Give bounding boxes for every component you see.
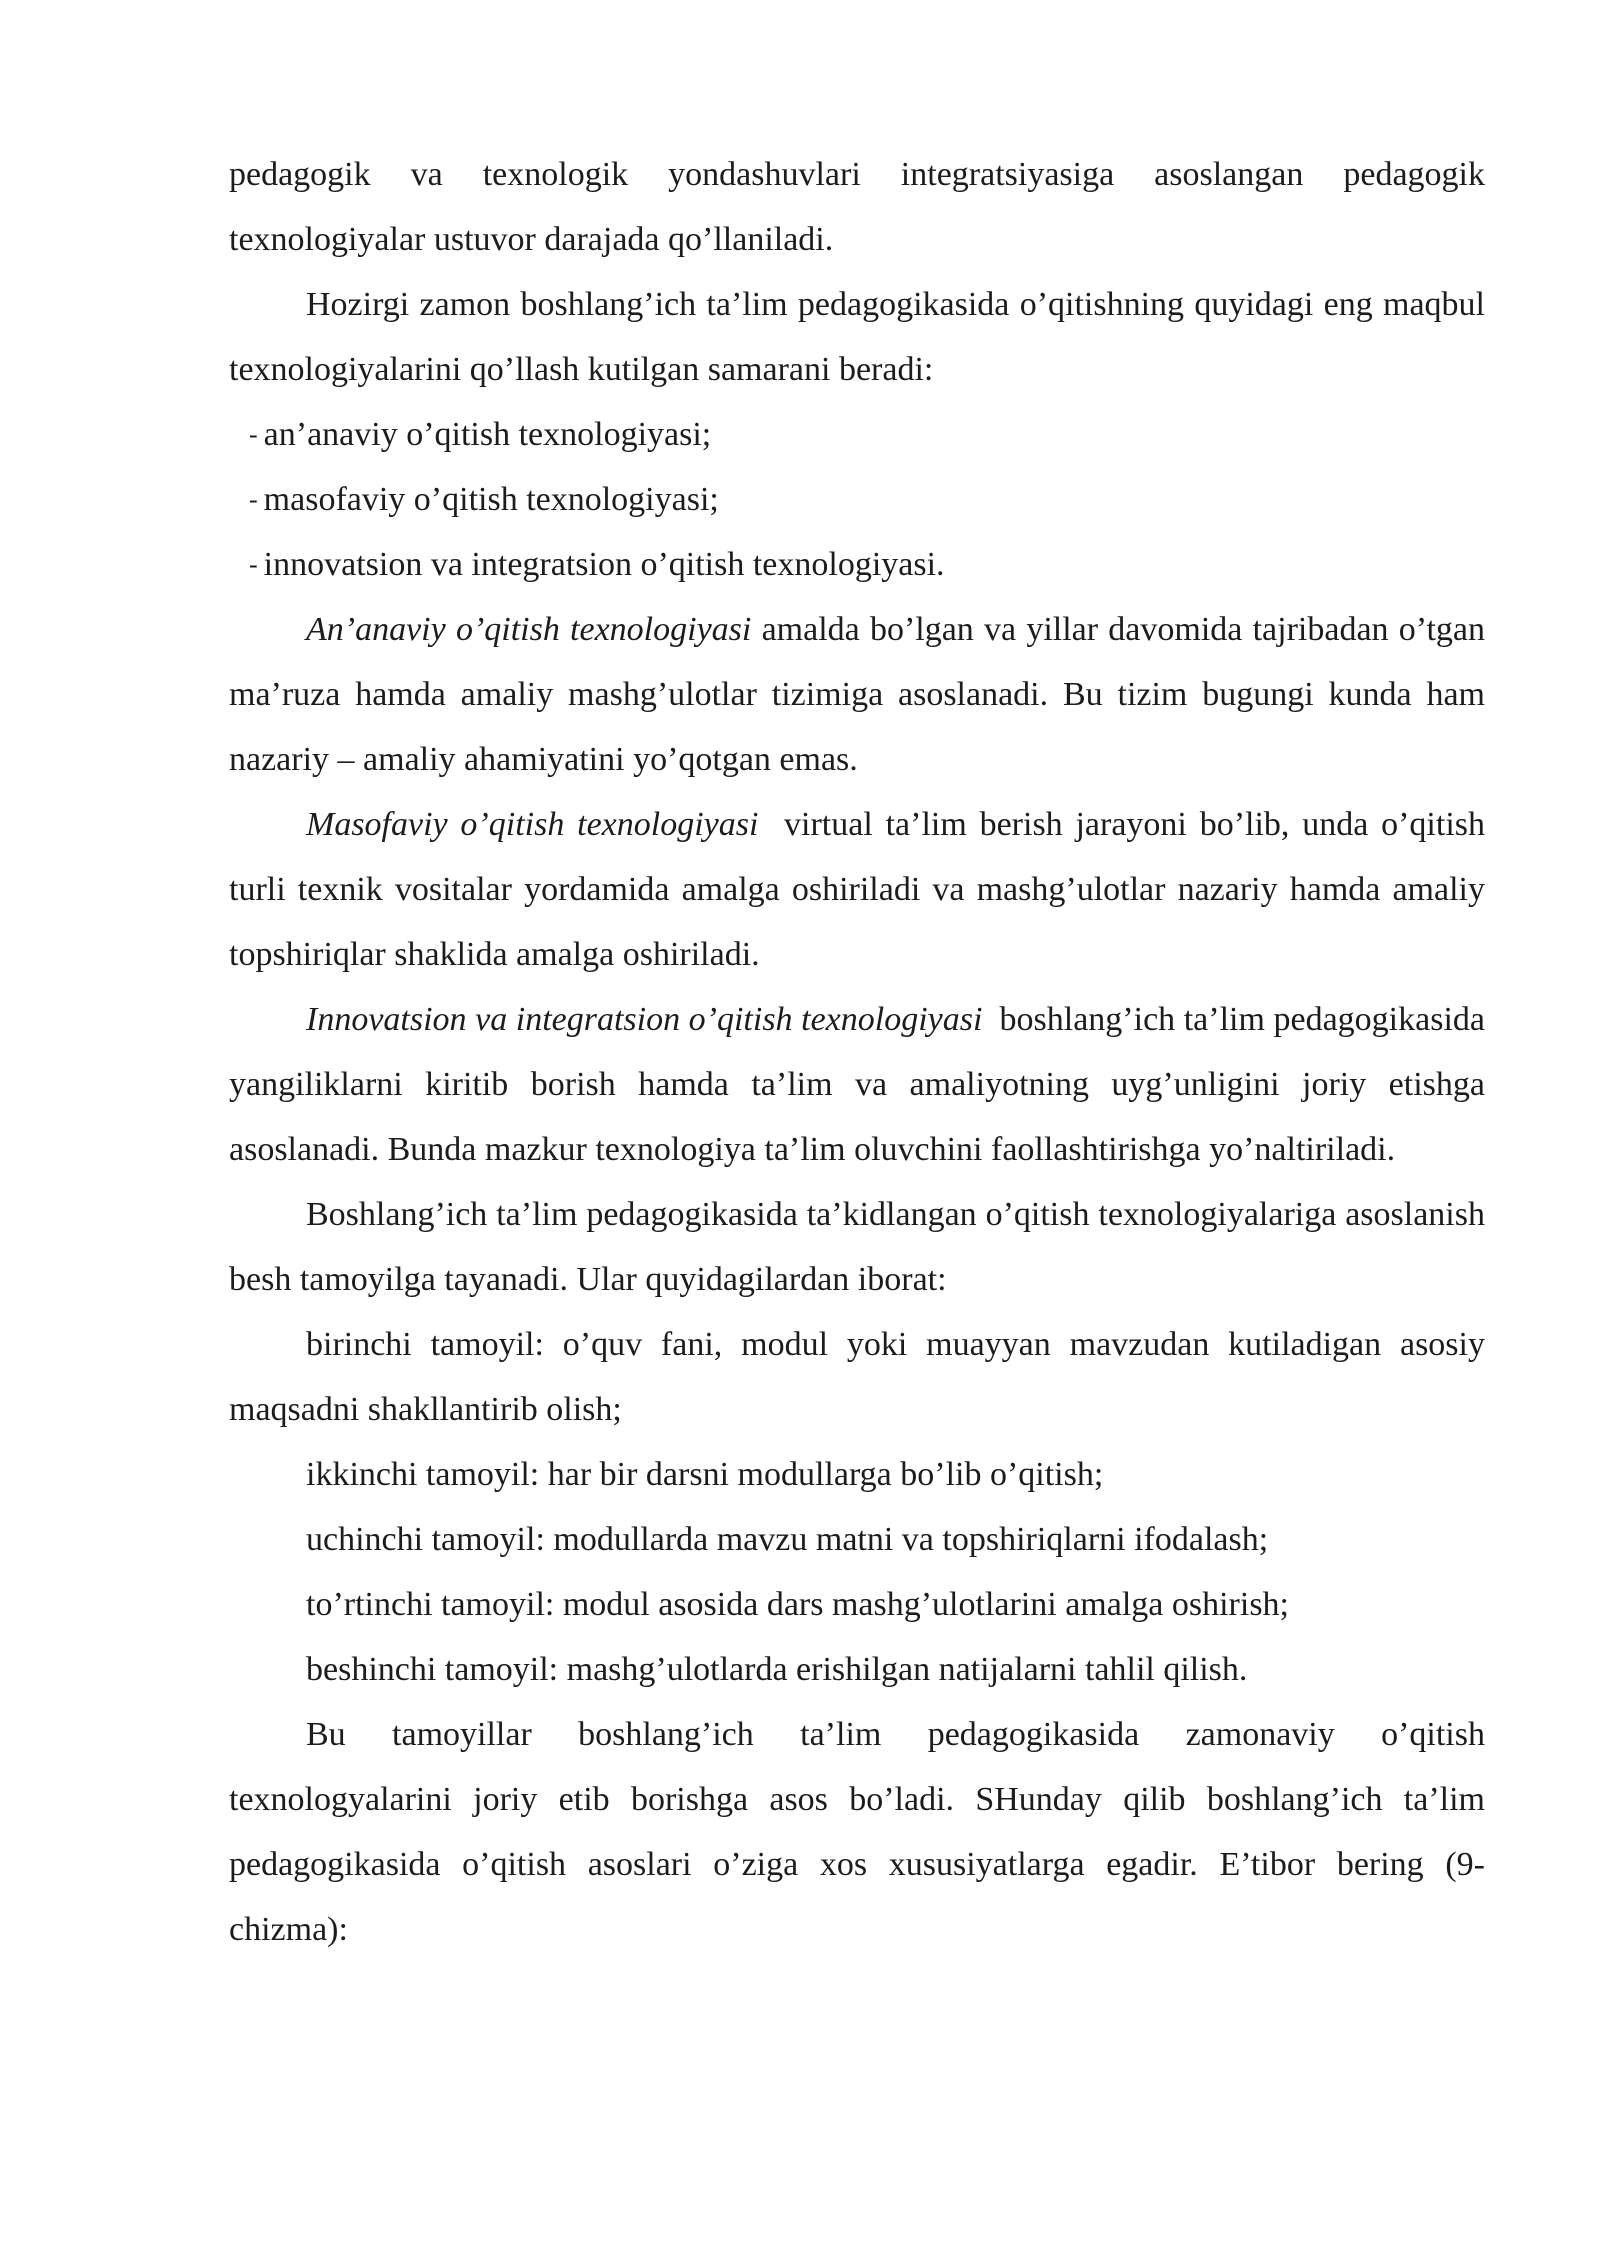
list-dash: - (249, 420, 258, 449)
principle-first: birinchi tamoyil: o’quv fani, modul yoki muayyan mavzudan kutiladigan asosiy maqsadni shakllantirib olish; (229, 1326, 1485, 1428)
list-item (229, 532, 1485, 597)
term-distance: Masofaviy o’qitish texnologiyasi (306, 806, 759, 843)
list-dash: - (249, 485, 258, 514)
term-traditional: An’anaviy o’qitish texnologiyasi (306, 611, 752, 648)
paragraph-intro-technologies: Hozirgi zamon boshlang’ich ta’lim pedagogikasida o’qitishning quyidagi eng maqbul texnologiyalarini qo’llash kutilgan samarani beradi: (229, 286, 1485, 388)
principle-fourth: to’rtinchi tamoyil: modul asosida dars mashg’ulotlarini amalga oshirish; (306, 1586, 1289, 1623)
paragraph-traditional (229, 597, 1485, 792)
list-item (229, 402, 1485, 467)
paragraph-text: boshlang’ich ta’lim pedagogikasida yangiliklarni kiritib borish hamda ta’lim va amaliyotning uyg’unligini joriy etishga asoslanadi. Bunda mazkur texnologiya ta’lim oluvchini faollashtirishga yo’naltiriladi. (229, 1001, 1494, 1168)
principle-second: ikkinchi tamoyil: har bir darsni modullarga bo’lib o’qitish; (306, 1456, 1104, 1493)
paragraph-continuation: pedagogik va texnologik yondashuvlari integratsiyasiga asoslangan pedagogik texnologiyalar ustuvor darajada qo’llaniladi. (229, 156, 1485, 258)
list-item-text: innovatsion va integratsion o’qitish texnologiyasi. (263, 546, 945, 583)
paragraph-distance (229, 792, 1494, 987)
list-item-text: an’anaviy o’qitish texnologiyasi; (263, 416, 712, 453)
paragraph-conclusion: Bu tamoyillar boshlang’ich ta’lim pedagogikasida zamonaviy o’qitish texnologyalarini joriy etib borishga asos bo’ladi. SHunday qilib boshlang’ich ta’lim pedagogikasida o’qitish asoslari o’ziga xos xususiyatlarga egadir. E’tibor bering (9-chizma): (229, 1716, 1485, 1948)
paragraph-text: amalda bo’lgan va yillar davomida tajribadan o’tgan ma’ruza hamda amaliy mashg’ulotlar tizimiga asoslanadi. Bu tizim bugungi kunda ham nazariy – amaliy ahamiyatini yo’qotgan emas. (229, 611, 1485, 778)
paragraph-principles-intro: Boshlang’ich ta’lim pedagogikasida ta’kidlangan o’qitish texnologiyalariga asoslanish besh tamoyilga tayanadi. Ular quyidagilardan iborat: (229, 1196, 1485, 1298)
list-dash: - (249, 550, 258, 579)
principle-third: uchinchi tamoyil: modullarda mavzu matni va topshiriqlarni ifodalash; (306, 1521, 1269, 1558)
document-body (229, 142, 1494, 1962)
paragraph-innovative (229, 987, 1494, 1182)
term-innovative: Innovatsion va integratsion o’qitish texnologiyasi (306, 1001, 983, 1038)
principle-fifth: beshinchi tamoyil: mashg’ulotlarda erishilgan natijalarni tahlil qilish. (306, 1651, 1248, 1688)
list-item-text: masofaviy o’qitish texnologiyasi; (263, 481, 719, 518)
list-item (229, 467, 1485, 532)
paragraph-text: virtual ta’lim berish jarayoni bo’lib, unda o’qitish turli texnik vositalar yordamida amalga oshiriladi va mashg’ulotlar nazariy hamda amaliy topshiriqlar shaklida amalga oshiriladi. (229, 806, 1494, 973)
